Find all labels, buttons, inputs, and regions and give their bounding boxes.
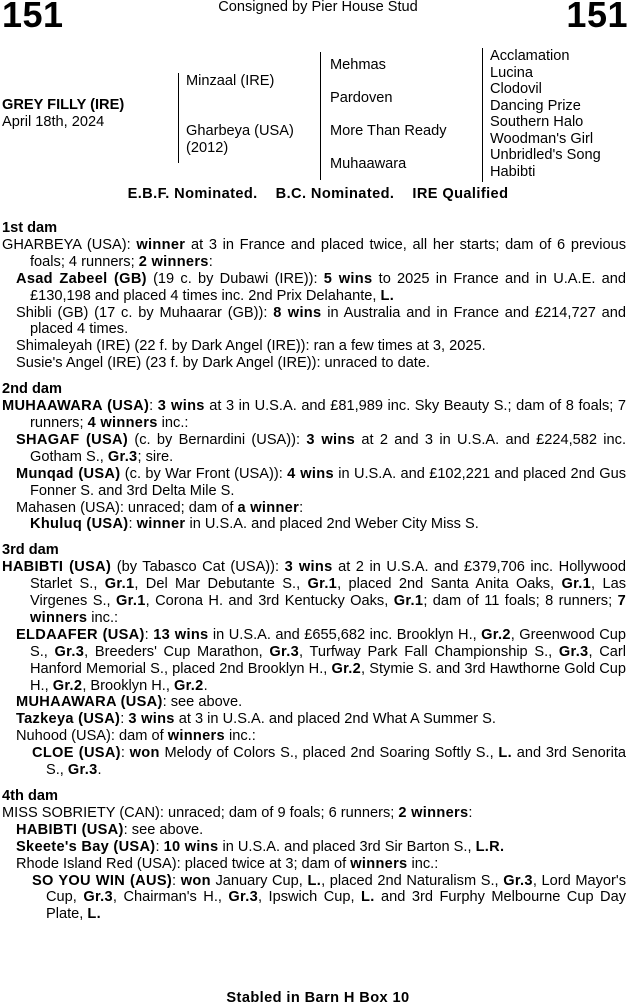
entry-produce: SHAGAF (USA) (c. by Bernardini (USA)): 3 wins at 2 and 3 in U.S.A. and £224,582 inc. Gotham S., Gr.3; sire. [16,431,626,465]
entry-produce: Susie's Angel (IRE) (23 f. by Dark Angel (IRE)): unraced to date. [16,355,431,372]
pedigree-great-grandparent: Clodovil [490,81,542,97]
entry-produce: Mahasen (USA): unraced; dam of a winner: [16,499,304,516]
entry-dam: GHARBEYA (USA): winner at 3 in France and placed twice, all her starts; dam of 6 previous foals; 4 runners; 2 winners: [2,236,626,270]
section-heading-4th-dam: 4th dam [2,788,58,804]
section-heading-2nd-dam: 2nd dam [2,381,63,398]
entry-produce: Rhode Island Red (USA): placed twice at 3; dam of winners inc.: [16,855,439,872]
pedigree-dam: Gharbeya (USA) [186,123,294,139]
catalogue-body [2,220,626,923]
entry-produce: ELDAAFER (USA): 13 wins in U.S.A. and £655,682 inc. Brooklyn H., Gr.2, Greenwood Cup S., Gr.3, Breeders' Cup Marathon, Gr.3, Turfway Park Fall Championship S., Gr.3, Carl Hanford Memorial S., placed 2nd Brooklyn H., Gr.2, Stymie S. and 3rd Hawthorne Gold Cup H., Gr.2, Brooklyn H., Gr.2. [16,626,626,694]
pedigree-grandparent: More Than Ready [330,123,447,139]
lot-number-right: 151 [566,0,628,35]
entry-grand-produce: SO YOU WIN (AUS): won January Cup, L., placed 2nd Naturalism S., Gr.3, Lord Mayor's Cup, Gr.3, Chairman's H., Gr.3, Ipswich Cup, L. and 3rd Furphy Melbourne Cup Day Plate, L. [32,872,626,923]
stabling-info: Stabled in Barn H Box 10 [226,990,410,1006]
pedigree-great-grandparent: Southern Halo [490,114,584,130]
pedigree-sire: Minzaal (IRE) [186,73,275,89]
entry-produce: Shibli (GB) (17 c. by Muhaarar (GB)): 8 wins in Australia and in France and £214,727 and placed 4 times. [16,304,626,338]
nomination-ebf: E.B.F. Nominated. [127,186,258,202]
pedigree-bracket-1 [178,73,179,163]
pedigree-great-grandparent: Dancing Prize [490,97,581,114]
pedigree-great-grandparent: Habibti [490,163,536,180]
pedigree-grandparent: Mehmas [330,57,386,73]
entry-dam: MUHAAWARA (USA): 3 wins at 3 in U.S.A. and £81,989 inc. Sky Beauty S.; dam of 8 foals; 7 runners; 4 winners inc.: [2,398,627,431]
entry-produce: Asad Zabeel (GB) (19 c. by Dubawi (IRE)): 5 wins to 2025 in France and in U.A.E. and £130,198 and placed 4 times inc. 2nd Prix Delahante, L. [16,270,626,304]
entry-produce: MUHAAWARA (USA): see above. [16,694,243,711]
pedigree-great-grandparent: Unbridled's Song [490,147,601,163]
pedigree-great-grandparent: Acclamation [490,48,570,64]
consignor: Consigned by Pier House Stud [218,0,418,15]
horse-name: GREY FILLY (IRE) [2,97,125,113]
entry-dam: MISS SOBRIETY (CAN): unraced; dam of 9 foals; 6 runners; 2 winners: [2,804,473,821]
entry-produce: Nuhood (USA): dam of winners inc.: [16,728,256,745]
pedigree-great-grandparent: Lucina [490,64,534,81]
entry-grand-produce: CLOE (USA): won Melody of Colors S., placed 2nd Soaring Softly S., L. and 3rd Senorita S., Gr.3. [32,745,627,779]
pedigree-bracket-2 [320,52,321,180]
entry-produce: Munqad (USA) (c. by War Front (USA)): 4 wins in U.S.A. and £102,221 and placed 2nd Gus Fonner S. and 3rd Delta Mile S. [16,465,626,499]
pedigree-great-grandparent: Woodman's Girl [490,130,594,147]
entry-grand-produce: Khuluq (USA): winner in U.S.A. and placed 2nd Weber City Miss S. [30,516,479,533]
pedigree-grandparent: Pardoven [330,90,393,106]
pedigree-bracket-3 [482,48,483,182]
nomination-ire: IRE Qualified [412,186,509,202]
pedigree-grandparent: Muhaawara [330,156,407,172]
nominations [0,186,636,202]
horse-identity [2,97,124,131]
section-heading-3rd-dam: 3rd dam [2,542,59,559]
entry-dam: HABIBTI (USA) (by Tabasco Cat (USA)): 3 wins at 2 in U.S.A. and £379,706 inc. Hollywood Starlet S., Gr.1, Del Mar Debutante S., Gr.1, placed 2nd Santa Anita Oaks, Gr.1, Las Virgenes S., Gr.1, Corona H. and 3rd Kentucky Oaks, Gr.1; dam of 11 foals; 8 runners; 7 winners inc.: [2,559,626,626]
lot-number-left: 151 [2,0,64,35]
entry-produce: Skeete's Bay (USA): 10 wins in U.S.A. and placed 3rd Sir Barton S., L.R. [16,838,505,855]
section-heading-1st-dam: 1st dam [2,220,58,236]
entry-produce: HABIBTI (USA): see above. [16,821,204,838]
entry-produce: Tazkeya (USA): 3 wins at 3 in U.S.A. and placed 2nd What A Summer S. [16,711,496,728]
entry-produce: Shimaleyah (IRE) (22 f. by Dark Angel (IRE)): ran a few times at 3, 2025. [16,338,486,355]
pedigree-dam-year: (2012) [186,140,229,156]
foaling-date: April 18th, 2024 [2,114,105,130]
nomination-bc: B.C. Nominated. [275,186,395,202]
